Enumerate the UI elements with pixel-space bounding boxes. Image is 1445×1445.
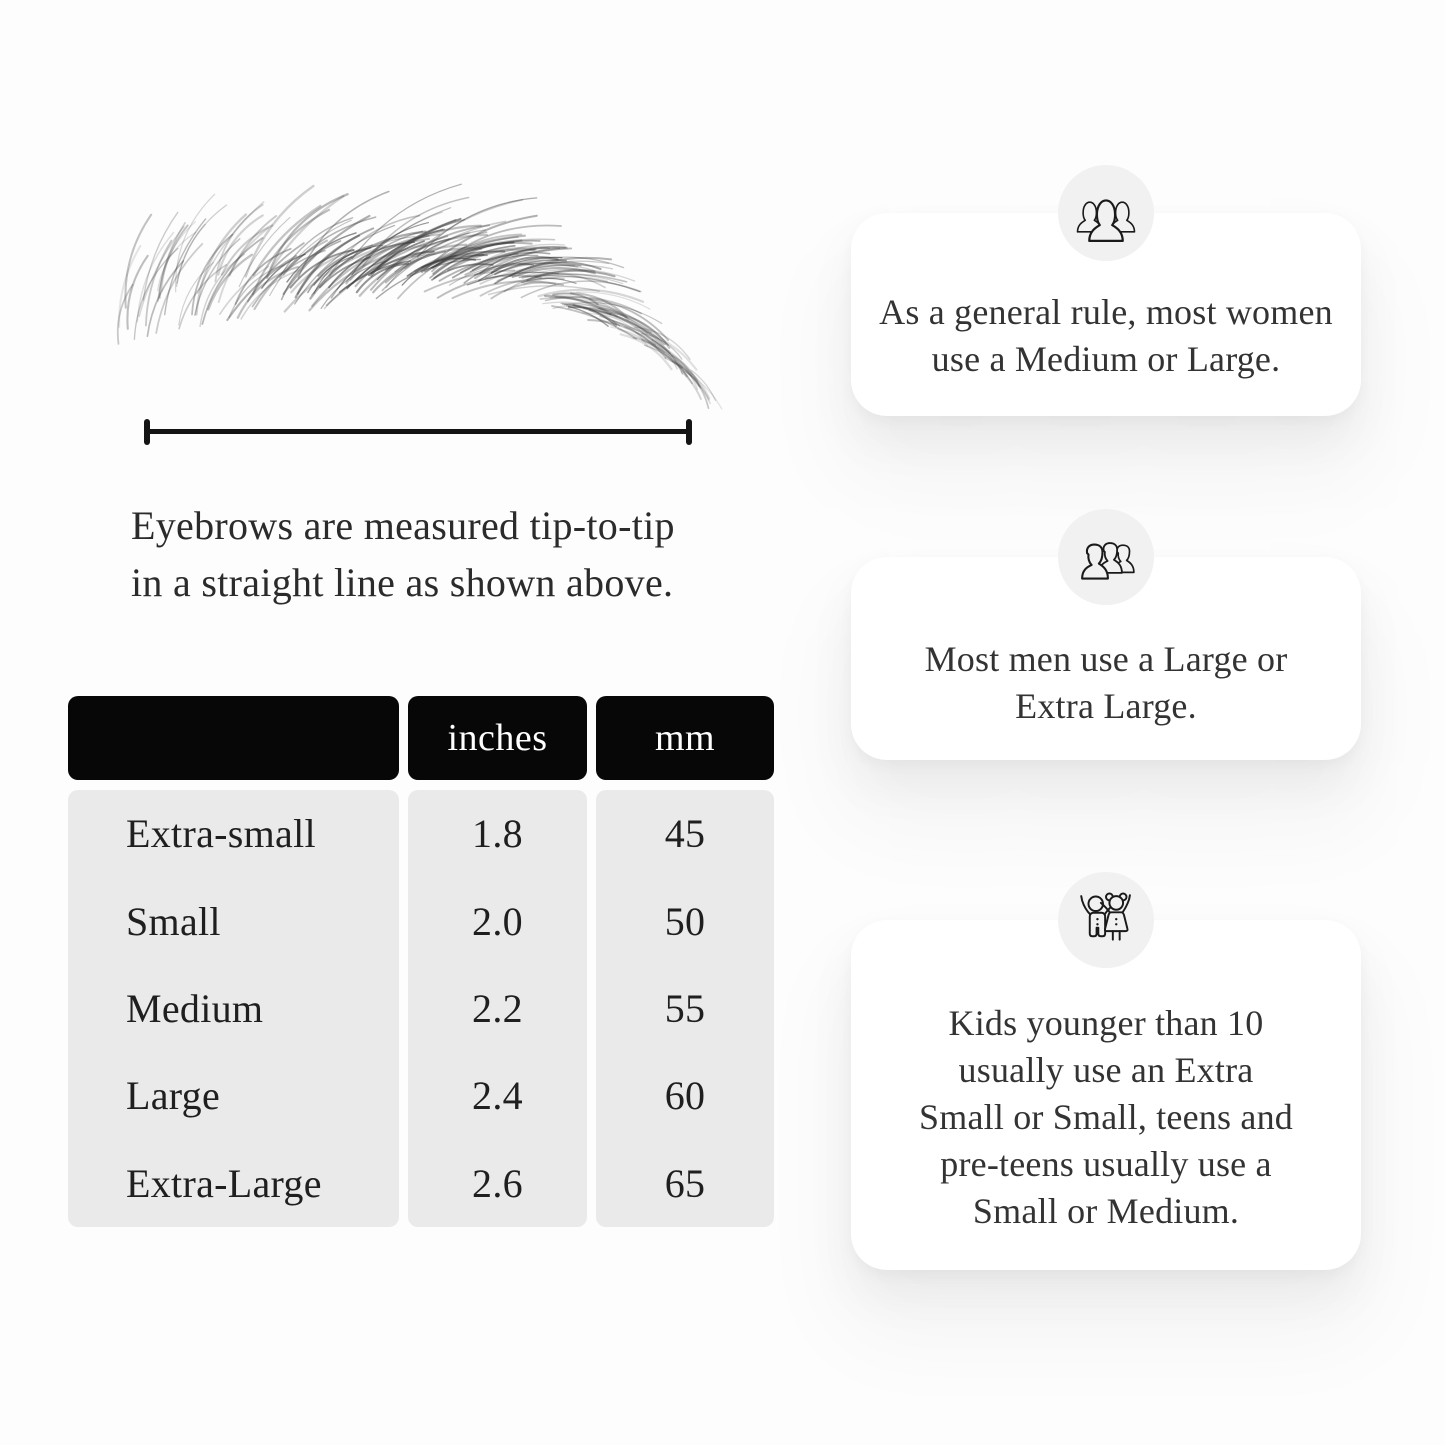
inches-value: 2.6 xyxy=(472,1160,523,1206)
women-group-icon xyxy=(1065,172,1147,254)
children-icon xyxy=(1065,879,1147,961)
mm-value: 60 xyxy=(664,1073,706,1119)
card-text-line: usually use an Extra xyxy=(958,1050,1254,1090)
inches-value: 2.2 xyxy=(472,985,523,1031)
table-column-mm xyxy=(596,790,774,1227)
table-header-mm: mm xyxy=(596,696,774,780)
measure-bar xyxy=(146,429,690,434)
card-women-icon-circle xyxy=(1058,165,1154,261)
size-label: Medium xyxy=(126,985,264,1031)
mm-value: 55 xyxy=(664,985,706,1031)
card-text-line: Small or Small, teens and xyxy=(919,1097,1293,1137)
size-label: Extra-Large xyxy=(126,1160,322,1206)
table-header-inches: inches xyxy=(408,696,587,780)
size-label: Large xyxy=(126,1073,221,1119)
card-text-line: pre-teens usually use a xyxy=(940,1144,1272,1184)
card-text-line: Extra Large. xyxy=(1015,685,1197,726)
mm-value: 45 xyxy=(664,811,706,857)
measure-line xyxy=(146,419,690,445)
caption-line-2: in a straight line as shown above. xyxy=(131,560,674,605)
card-text-line: Small or Medium. xyxy=(972,1191,1240,1231)
caption-line-1: Eyebrows are measured tip-to-tip xyxy=(131,503,675,548)
card-text-line: As a general rule, most women xyxy=(879,291,1333,332)
mm-value: 65 xyxy=(664,1160,706,1206)
size-table-header xyxy=(68,696,774,780)
info-card-kids xyxy=(851,920,1361,1270)
card-text-line: Kids younger than 10 xyxy=(948,1003,1264,1043)
card-kids-text xyxy=(919,1000,1293,1235)
size-label: Extra-small xyxy=(126,811,316,857)
size-table xyxy=(68,696,774,1227)
inches-value: 2.0 xyxy=(472,898,523,944)
card-men-icon-circle xyxy=(1058,509,1154,605)
size-label: Small xyxy=(126,898,221,944)
card-men-text xyxy=(925,636,1288,730)
card-women-text xyxy=(879,289,1333,383)
size-table-body xyxy=(68,790,774,1227)
card-text-line: Most men use a Large or xyxy=(924,638,1288,679)
measure-tick-right xyxy=(686,419,692,445)
table-column-inches xyxy=(408,790,587,1227)
men-group-icon xyxy=(1065,516,1147,598)
inches-value: 2.4 xyxy=(472,1073,523,1119)
table-header-size xyxy=(68,696,399,780)
measure-caption xyxy=(131,497,751,611)
inches-value: 1.8 xyxy=(472,811,523,857)
card-text-line: use a Medium or Large. xyxy=(931,338,1281,379)
mm-value: 50 xyxy=(664,898,706,944)
card-kids-icon-circle xyxy=(1058,872,1154,968)
table-column-sizes xyxy=(68,790,399,1227)
eyebrow-illustration xyxy=(105,235,705,405)
